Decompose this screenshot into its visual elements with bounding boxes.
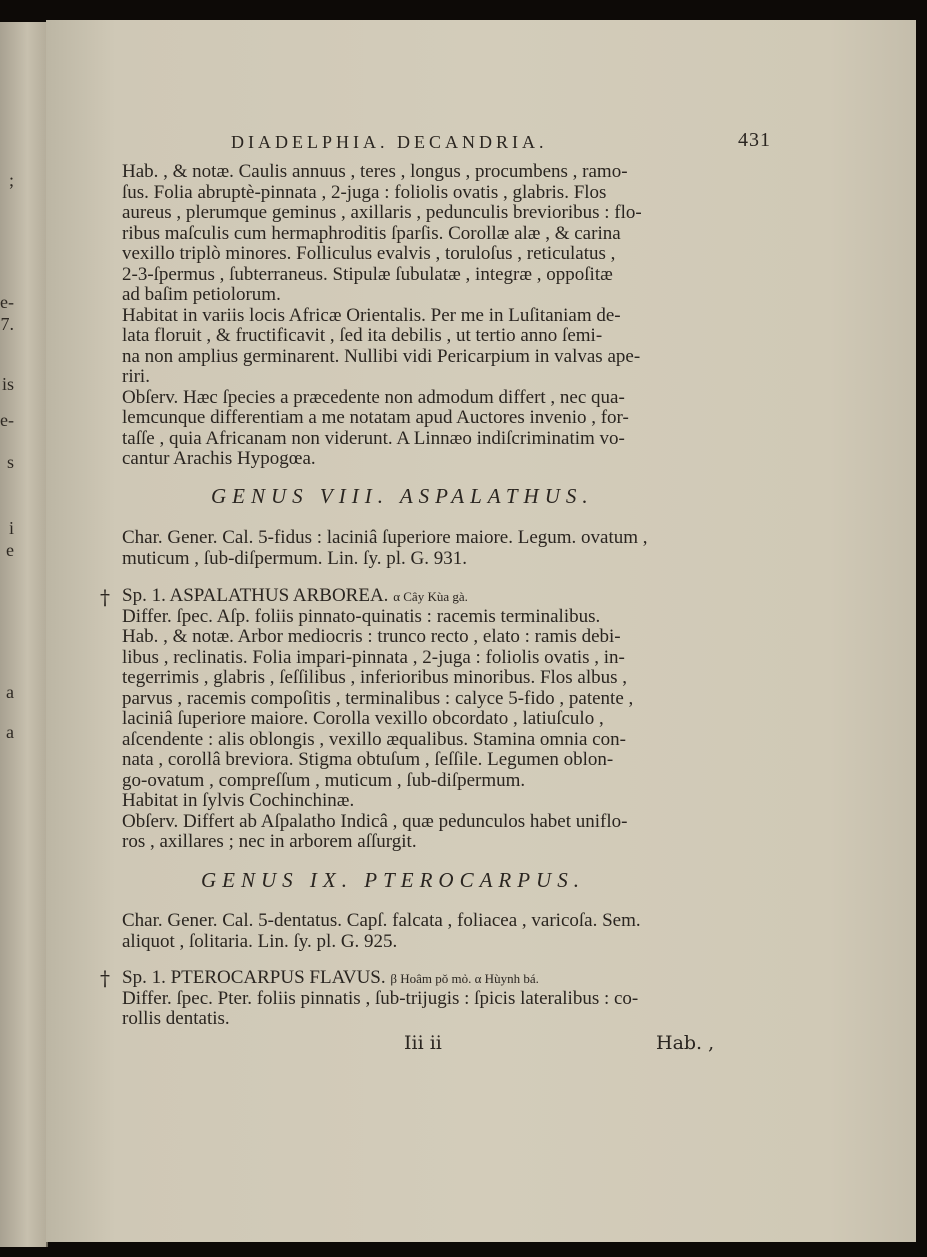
text-line: lata floruit , & fructificavit , ſed ita debilis , ut tertio anno ſemi- — [122, 325, 603, 346]
margin-fragment: e — [6, 540, 14, 560]
species-title-line — [122, 586, 633, 607]
text-line: taſſe , quia Africanam non viderunt. A Linnæo indiſcriminatim vo- — [122, 427, 625, 449]
text-line: 2-3-ſpermus , ſubterraneus. Stipulæ ſubulatæ , integræ , oppoſitæ — [122, 263, 613, 285]
signature-mark: Iii ii — [404, 1032, 442, 1054]
vernacular-name: α Cây Kùa gà. — [393, 589, 468, 604]
dagger-mark: † — [100, 966, 110, 990]
text-line: go-ovatum , compreſſum , muticum , ſub-diſpermum. — [122, 769, 526, 791]
text-line: ros , axillares ; nec in arborem aſſurgit. — [122, 831, 417, 852]
text-line: cantur Arachis Hypogœa. — [122, 448, 316, 469]
text-line: ribus maſculis cum hermaphroditis ſparſis. Corollæ alæ , & carina — [122, 222, 621, 244]
species-title: Sp. 1. PTEROCARPUS FLAVUS. — [122, 967, 386, 988]
text-line: Differ. ſpec. Pter. foliis pinnatis , ſub-trijugis : ſpicis lateralibus : co- — [122, 987, 639, 1009]
species-entry — [122, 968, 638, 1030]
running-title: DIADELPHIA. DECANDRIA. — [231, 132, 548, 152]
text-line: Habitat in variis locis Africæ Orientalis. Per me in Luſitaniam de- — [122, 304, 621, 326]
vernacular-name: β Hoâm pǒ mỏ. α Hùynh bá. — [390, 971, 539, 986]
text-line: Obſerv. Differt ab Aſpalatho Indicâ , quæ pedunculos habet uniflo- — [122, 810, 628, 832]
text-line: Char. Gener. Cal. 5-fidus : laciniâ ſuperiore maiore. Legum. ovatum , — [122, 527, 648, 548]
text-line: Differ. ſpec. Aſp. foliis pinnato-quinatis : racemis terminalibus. — [122, 605, 601, 627]
text-line: Char. Gener. Cal. 5-dentatus. Capſ. falcata , foliacea , varicoſa. Sem. — [122, 910, 641, 931]
margin-fragment: i — [8, 518, 14, 538]
text-line: ſus. Folia abruptè-pinnata , 2-juga : foliolis ovatis , glabris. Flos — [122, 181, 607, 203]
text-line: Hab. , & notæ. Caulis annuus , teres , longus , procumbens , ramo- — [122, 161, 628, 182]
species-title-line — [122, 968, 638, 989]
description-block — [122, 162, 642, 470]
margin-fragment: s — [6, 452, 14, 472]
page-number: 431 — [738, 129, 771, 151]
text-line: laciniâ ſuperiore maiore. Corolla vexillo obcordato , latiuſculo , — [122, 708, 604, 729]
text-line: aſcendente : alis oblongis , vexillo æqualibus. Stamina omnia con- — [122, 728, 626, 750]
text-line: Hab. , & notæ. Arbor mediocris : trunco recto , elato : ramis debi- — [122, 626, 621, 647]
genus-character — [122, 911, 641, 952]
text-line: tegerrimis , glabris , ſeſſilibus , inferioribus minoribus. Flos albus , — [122, 667, 628, 688]
text-line: lemcunque differentiam a me notatam apud Auctores invenio , for- — [122, 407, 629, 428]
text-line: vexillo triplò minores. Folliculus evalvis , toruloſus , reticulatus , — [122, 243, 616, 264]
margin-fragment: e- — [0, 292, 14, 312]
text-line: Habitat in ſylvis Cochinchinæ. — [122, 790, 355, 811]
text-line: parvus , racemis compoſitis , terminalibus : calyce 5-fido , patente , — [122, 687, 634, 709]
margin-fragment: ; — [8, 170, 14, 190]
genus-heading: GENUS VIII. ASPALATHUS. — [211, 484, 594, 508]
text-line: libus , reclinatis. Folia impari-pinnata , 2-juga : foliolis ovatis , in- — [122, 646, 625, 668]
dagger-mark: † — [100, 585, 110, 609]
text-line: aureus , plerumque geminus , axillaris , pedunculis brevioribus : flo- — [122, 202, 642, 223]
text-line: riri. — [122, 366, 150, 387]
text-line: muticum , ſub-diſpermum. Lin. ſy. pl. G. 931. — [122, 547, 467, 569]
species-entry — [122, 586, 633, 853]
book-page — [46, 20, 916, 1242]
species-title: Sp. 1. ASPALATHUS ARBOREA. — [122, 585, 389, 606]
text-line: nata , corollâ breviora. Stigma obtuſum , ſeſſile. Legumen oblon- — [122, 749, 614, 770]
catchword: Hab. , — [656, 1032, 715, 1054]
facing-page-edge — [0, 22, 48, 1247]
running-header — [231, 129, 771, 153]
genus-heading: GENUS IX. PTEROCARPUS. — [201, 868, 585, 892]
margin-fragment: a — [6, 722, 14, 742]
text-line: rollis dentatis. — [122, 1008, 230, 1029]
text-line: aliquot , ſolitaria. Lin. ſy. pl. G. 925. — [122, 930, 398, 952]
text-line: Obſerv. Hæc ſpecies a præcedente non admodum differt , nec qua- — [122, 386, 625, 408]
margin-fragment: 7. — [0, 314, 14, 334]
text-line: ad baſim petiolorum. — [122, 284, 281, 305]
margin-fragment: e- — [0, 410, 14, 430]
margin-fragment: is — [1, 374, 14, 394]
margin-fragment: a — [6, 682, 14, 702]
genus-character — [122, 528, 648, 569]
text-line: na non amplius germinarent. Nullibi vidi Pericarpium in valvas ape- — [122, 345, 641, 367]
